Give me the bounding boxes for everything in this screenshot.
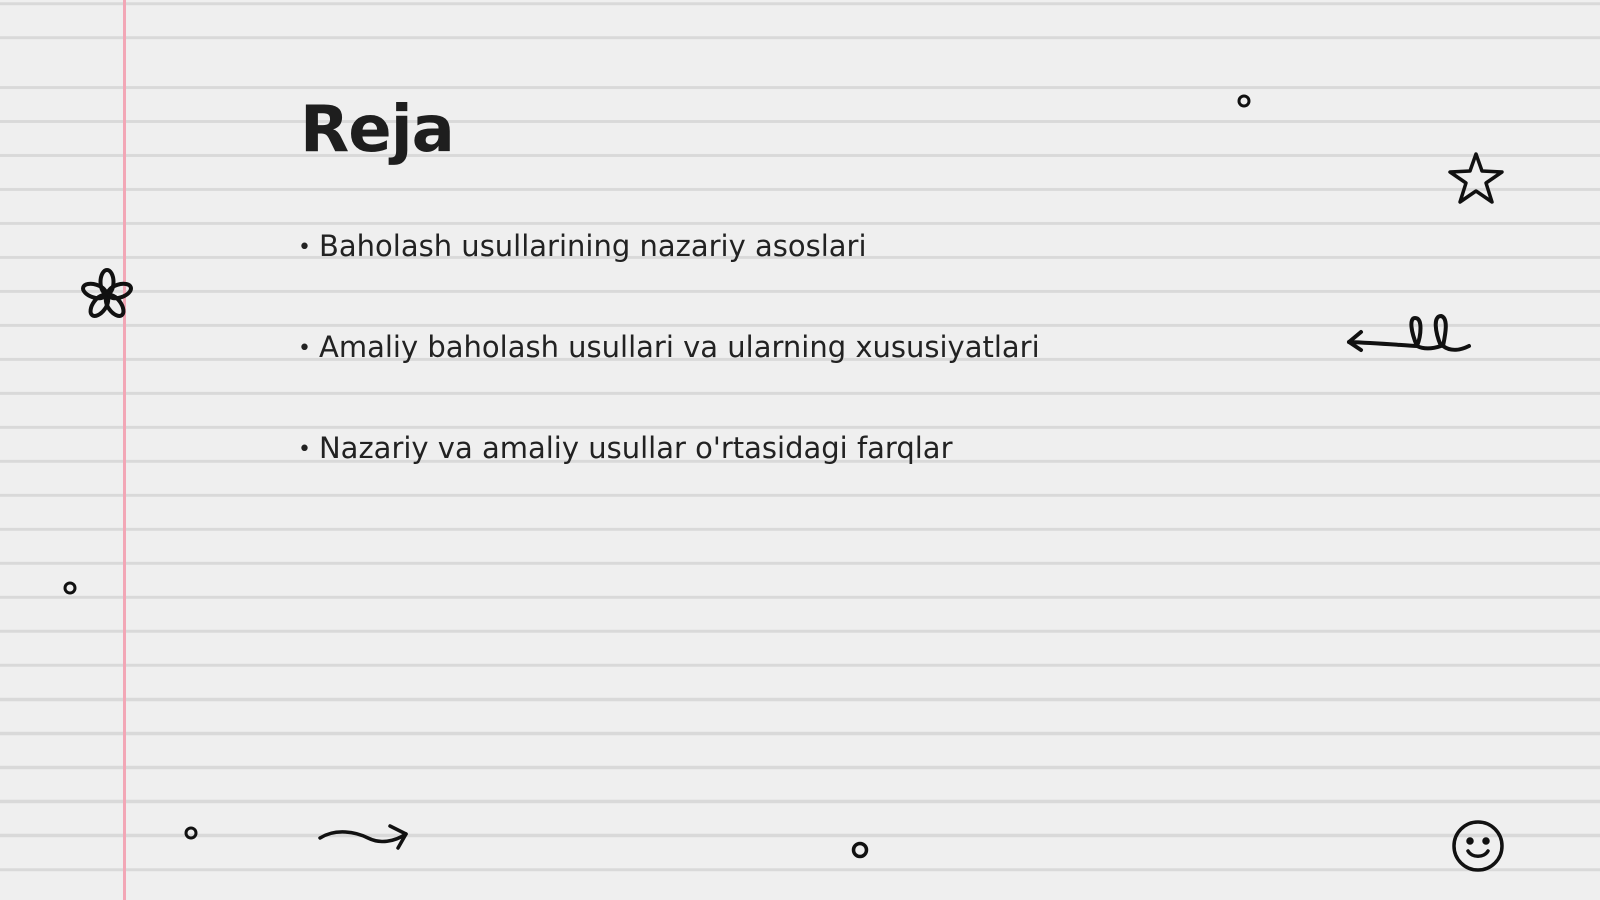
circle-dot-icon	[850, 840, 870, 860]
bullet-list	[298, 224, 1040, 527]
circle-dot-icon	[183, 825, 199, 841]
flower-icon	[78, 266, 136, 324]
curvy-arrow-right-icon	[316, 818, 412, 854]
bullet-item	[298, 325, 1040, 426]
bullet-item	[298, 426, 1040, 527]
bullet-item	[298, 224, 1040, 325]
circle-dot-icon	[62, 580, 78, 596]
bullet-text: Baholash usullarining nazariy asoslari	[318, 229, 867, 263]
bullet-marker: •	[298, 235, 311, 260]
circle-dot-icon	[1236, 93, 1252, 109]
squiggle-arrow-left-icon	[1345, 312, 1475, 364]
bullet-text: Nazariy va amaliy usullar o'rtasidagi farqlar	[318, 431, 953, 465]
bullet-marker: •	[298, 437, 311, 462]
bullet-marker: •	[298, 336, 311, 361]
star-icon	[1446, 151, 1506, 207]
notebook-margin-line	[123, 0, 126, 900]
slide-title: Reja	[300, 93, 454, 167]
smiley-icon	[1450, 818, 1506, 874]
bullet-text: Amaliy baholash usullari va ularning xususiyatlari	[318, 330, 1040, 364]
